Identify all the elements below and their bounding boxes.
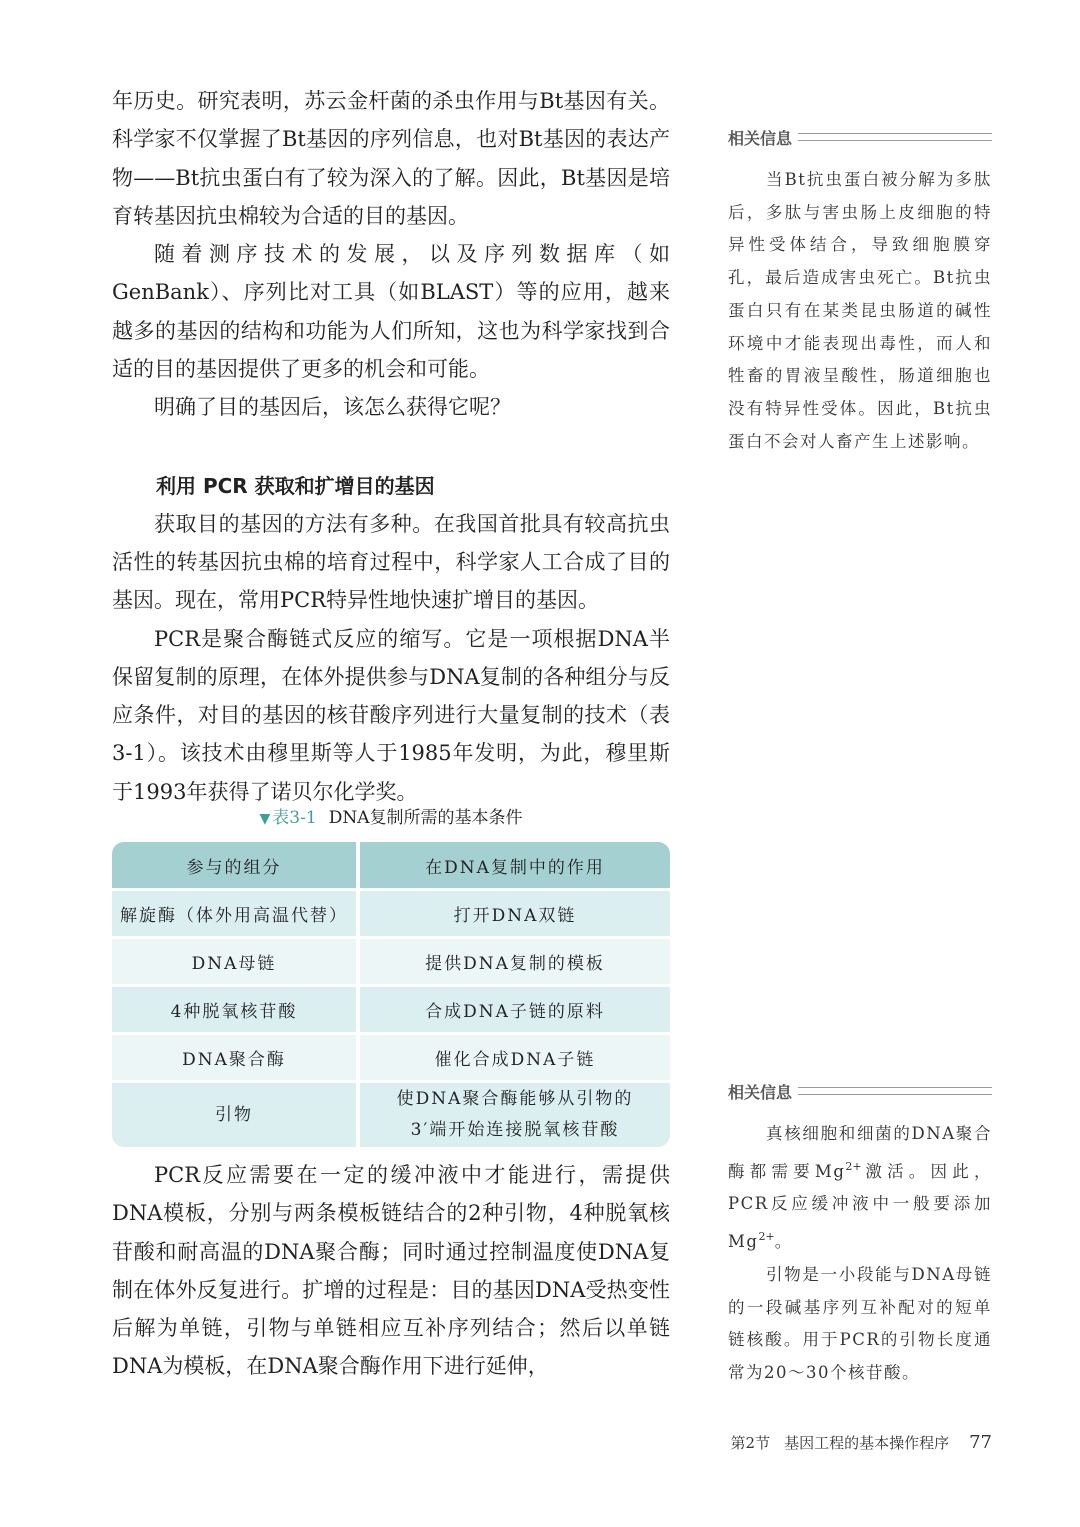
related-info-box bbox=[728, 124, 992, 458]
related-info-header bbox=[728, 1078, 992, 1104]
section-heading: 利用 PCR 获取和扩增目的基因 bbox=[156, 473, 435, 498]
text-run: 。 bbox=[774, 1232, 793, 1252]
table-cell: 催化合成DNA子链 bbox=[360, 1035, 670, 1083]
triangle-marker-icon: ▼ bbox=[259, 811, 271, 827]
conditions-table bbox=[112, 842, 670, 1147]
table-cell: 合成DNA子链的原料 bbox=[360, 987, 670, 1035]
paragraph: 获取目的基因的方法有多种。在我国首批具有较高抗虫活性的转基因抗虫棉的培育过程中，科学家人工合成了目的基因。现在，常用PCR特异性地快速扩增目的基因。 bbox=[112, 511, 670, 613]
related-info-text: 当Bt抗虫蛋白被分解为多肽后，多肽与害虫肠上皮细胞的特异性受体结合，导致细胞膜穿孔，最后造成害虫死亡。Bt抗虫蛋白只有在某类昆虫肠道的碱性环境中才能表现出毒性，而人和牲畜的胃液呈酸性，肠道细胞也没有特异性受体。因此，Bt抗虫蛋白不会对人畜产生上述影响。 bbox=[728, 170, 992, 451]
related-info-text: 引物是一小段能与DNA母链的一段碱基序列互补配对的短单链核酸。用于PCR的引物长度通常为20～30个核苷酸。 bbox=[728, 1264, 992, 1382]
table-cell: 提供DNA复制的模板 bbox=[360, 939, 670, 987]
table-row bbox=[112, 1083, 670, 1147]
text-run: 真核细胞和细菌的DNA聚合酶都需要Mg bbox=[728, 1124, 992, 1181]
table-header-row bbox=[112, 842, 670, 891]
table-row bbox=[112, 939, 670, 987]
double-rule-divider bbox=[798, 133, 992, 141]
paragraph: 随着测序技术的发展，以及序列数据库（如GenBank）、序列比对工具（如BLAST）等的应用，越来越多的基因的结构和功能为人们所知，这也为科学家找到合适的目的基因提供了更多的机会和可能。 bbox=[112, 242, 670, 382]
superscript: 2+ bbox=[845, 1159, 862, 1173]
page-number: 77 bbox=[969, 1431, 992, 1453]
table-cell: DNA聚合酶 bbox=[112, 1035, 360, 1083]
related-info-title: 相关信息 bbox=[728, 1082, 793, 1102]
footer-section: 第2节 bbox=[730, 1433, 771, 1452]
table-cell: DNA母链 bbox=[112, 939, 360, 987]
main-column-continued bbox=[112, 1156, 670, 1386]
related-info-box bbox=[728, 1078, 992, 1390]
page-footer bbox=[700, 1428, 992, 1456]
table-cell: 引物 bbox=[112, 1083, 360, 1147]
table-header-cell: 参与的组分 bbox=[112, 842, 360, 891]
related-info-header bbox=[728, 124, 992, 150]
main-column bbox=[112, 82, 670, 811]
footer-title: 基因工程的基本操作程序 bbox=[784, 1433, 950, 1452]
table-row bbox=[112, 1035, 670, 1083]
paragraph: 年历史。研究表明，苏云金杆菌的杀虫作用与Bt基因有关。科学家不仅掌握了Bt基因的序列信息，也对Bt基因的表达产物——Bt抗虫蛋白有了较为深入的了解。因此，Bt基因是培育转基因抗虫棉较为合适的目的基因。 bbox=[112, 89, 670, 228]
table-cell: 打开DNA双链 bbox=[360, 891, 670, 939]
table-header-cell: 在DNA复制中的作用 bbox=[360, 842, 670, 891]
table-caption-label: 表3-1 bbox=[272, 808, 317, 828]
table-row bbox=[112, 891, 670, 939]
table-cell-line: 使DNA聚合酶能够从引物的 bbox=[396, 1089, 634, 1109]
table-cell bbox=[360, 1083, 670, 1147]
paragraph: PCR反应需要在一定的缓冲液中才能进行，需提供DNA模板，分别与两条模板链结合的2种引物，4种脱氧核苷酸和耐高温的DNA聚合酶；同时通过控制温度使DNA复制在体外反复进行。扩增的过程是：目的基因DNA受热变性后解为单链，引物与单链相应互补序列结合；然后以单链DNA为模板，在DNA聚合酶作用下进行延伸， bbox=[112, 1163, 670, 1379]
related-info-text bbox=[728, 1118, 992, 1259]
table-row bbox=[112, 987, 670, 1035]
superscript: 2+ bbox=[758, 1230, 775, 1244]
table-caption bbox=[112, 804, 670, 833]
double-rule-divider bbox=[798, 1087, 992, 1095]
table-cell: 解旋酶（体外用高温代替） bbox=[112, 891, 360, 939]
table-cell-line: 3′端开始连接脱氧核苷酸 bbox=[410, 1120, 620, 1140]
related-info-title: 相关信息 bbox=[728, 128, 793, 148]
text-run: 激活。因此，PCR反应缓冲液中一般要添加Mg bbox=[728, 1161, 992, 1252]
table-cell: 4种脱氧核苷酸 bbox=[112, 987, 360, 1035]
table-caption-title: DNA复制所需的基本条件 bbox=[328, 808, 523, 828]
paragraph: PCR是聚合酶链式反应的缩写。它是一项根据DNA半保留复制的原理，在体外提供参与DNA复制的各种组分与反应条件，对目的基因的核苷酸序列进行大量复制的技术（表3-1）。该技术由穆里斯等人于1985年发明，为此，穆里斯于1993年获得了诺贝尔化学奖。 bbox=[112, 626, 670, 804]
paragraph: 明确了目的基因后，该怎么获得它呢？ bbox=[154, 395, 511, 420]
